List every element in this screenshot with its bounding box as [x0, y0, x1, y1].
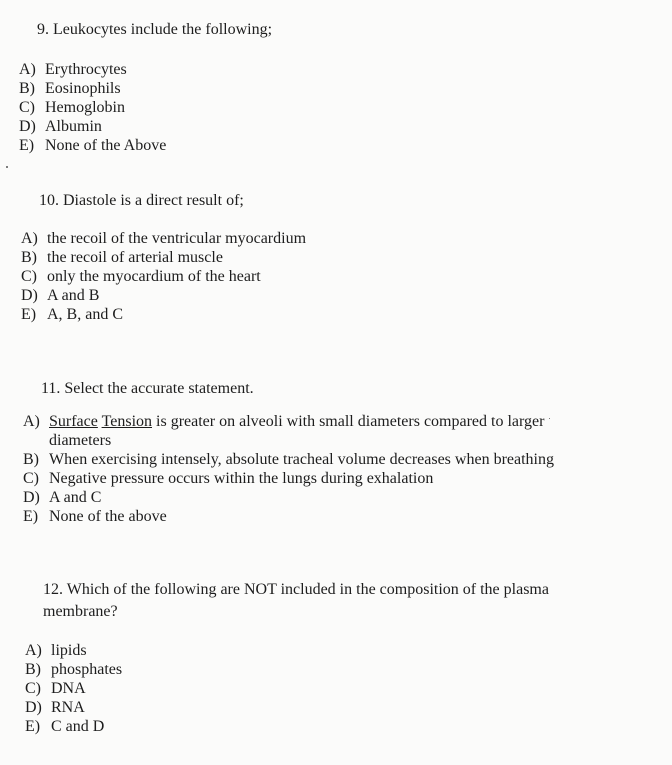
option-text: DNA — [51, 680, 86, 697]
option-text: A and B — [47, 287, 100, 304]
scan-speck — [6, 166, 8, 168]
option-text: RNA — [51, 699, 85, 716]
option-letter: B) — [21, 249, 37, 266]
option-letter: A) — [19, 61, 36, 78]
option-letter: C) — [21, 268, 37, 285]
option-12c — [25, 679, 122, 698]
question-12-options — [25, 641, 122, 736]
option-10a — [21, 229, 306, 248]
option-text: lipids — [51, 642, 87, 659]
question-9-prompt: 9. Leukocytes include the following; — [37, 21, 273, 38]
option-text: A and C — [49, 489, 102, 506]
option-letter: D) — [21, 287, 38, 304]
option-10d — [21, 286, 306, 305]
option-9d — [19, 117, 166, 136]
option-11e — [23, 507, 568, 526]
option-letter: A) — [23, 413, 40, 430]
underlined-term-surface: Surface — [49, 413, 98, 430]
option-9c — [19, 98, 166, 117]
option-9b — [19, 79, 166, 98]
option-text: When exercising intensely, absolute tracheal volume decreases when breathing — [49, 451, 554, 468]
option-10c — [21, 267, 306, 286]
option-letter: D) — [25, 699, 42, 716]
option-11a — [23, 412, 568, 450]
option-text: Erythrocytes — [45, 61, 127, 78]
option-letter: B) — [23, 451, 39, 468]
option-letter: E) — [23, 508, 39, 525]
option-text: only the myocardium of the heart — [47, 268, 261, 285]
option-letter: A) — [21, 230, 38, 247]
option-12a — [25, 641, 122, 660]
option-11d — [23, 488, 568, 507]
option-12d — [25, 698, 122, 717]
question-9-options — [19, 60, 166, 155]
option-12e — [25, 717, 122, 736]
option-12b — [25, 660, 122, 679]
question-12-prompt: 12. Which of the following are NOT included in the composition of the plasma membrane? — [43, 581, 549, 620]
scan-speck — [549, 418, 550, 419]
option-9e — [19, 136, 166, 155]
option-text: C and D — [51, 718, 105, 735]
option-letter: E) — [19, 137, 35, 154]
option-text: phosphates — [51, 661, 123, 678]
option-text: A, B, and C — [47, 306, 123, 323]
option-text: the recoil of the ventricular myocardium — [47, 230, 307, 247]
option-text: Eosinophils — [45, 80, 121, 97]
option-letter: E) — [21, 306, 37, 323]
option-letter: C) — [19, 99, 35, 116]
option-10b — [21, 248, 306, 267]
option-text-rest: is greater on alveoli with small diameters compared to larger diameters — [49, 413, 545, 449]
option-letter: A) — [25, 642, 42, 659]
option-11b — [23, 450, 568, 469]
option-text: None of the above — [49, 508, 167, 525]
option-letter: B) — [19, 80, 35, 97]
question-11-prompt: 11. Select the accurate statement. — [41, 380, 254, 397]
option-text — [49, 412, 568, 450]
question-10 — [39, 191, 244, 210]
question-9 — [37, 20, 272, 39]
option-letter: D) — [23, 489, 40, 506]
option-10e — [21, 305, 306, 324]
option-letter: E) — [25, 718, 41, 735]
question-11-options — [23, 412, 568, 526]
option-letter: D) — [19, 118, 36, 135]
option-11c — [23, 469, 568, 488]
option-text: the recoil of arterial muscle — [47, 249, 223, 266]
question-10-options — [21, 229, 306, 324]
option-text: Albumin — [45, 118, 102, 135]
option-text: None of the Above — [45, 137, 167, 154]
question-10-prompt: 10. Diastole is a direct result of; — [39, 192, 244, 209]
option-letter: C) — [25, 680, 41, 697]
option-9a — [19, 60, 166, 79]
option-letter: C) — [23, 470, 39, 487]
option-letter: B) — [25, 661, 41, 678]
question-12 — [43, 579, 563, 623]
option-text: Negative pressure occurs within the lungs during exhalation — [49, 470, 434, 487]
option-text: Hemoglobin — [45, 99, 125, 116]
underlined-term-tension: Tension — [101, 413, 153, 430]
question-11 — [41, 379, 254, 398]
